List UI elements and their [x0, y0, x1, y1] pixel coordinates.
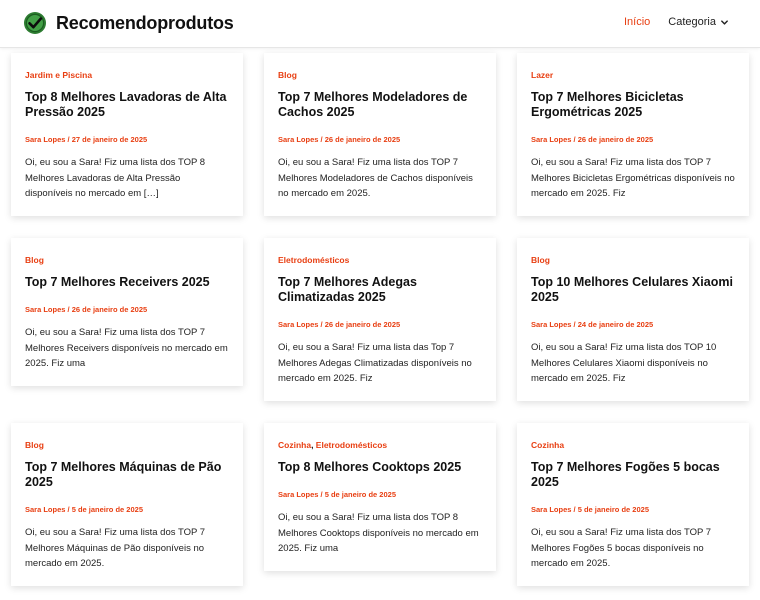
post-author-link[interactable]: Sara Lopes: [531, 135, 572, 144]
post-excerpt: Oi, eu sou a Sara! Fiz uma lista dos TOP 8 Melhores Cooktops disponíveis no mercado em 2025. Fiz uma: [278, 512, 479, 554]
post-excerpt: Oi, eu sou a Sara! Fiz uma lista dos TOP 7 Melhores Modeladores de Cachos disponíveis no mercado em 2025.: [278, 157, 473, 199]
site-header: [0, 0, 760, 48]
post-category-link[interactable]: Cozinha: [531, 440, 565, 450]
post-author-link[interactable]: Sara Lopes: [25, 505, 66, 514]
post-meta: [25, 135, 229, 145]
nav-home-link[interactable]: Início: [624, 16, 651, 28]
post-date: 26 de janeiro de 2025: [324, 320, 401, 329]
post-author-link[interactable]: Sara Lopes: [278, 490, 319, 499]
post-title-link[interactable]: Top 7 Melhores Modeladores de Cachos 2025: [278, 90, 468, 119]
post-categories: [25, 439, 229, 451]
post-categories: [25, 254, 229, 266]
post-categories: [531, 439, 735, 451]
main-nav: [624, 16, 729, 28]
post-date: 27 de janeiro de 2025: [71, 135, 148, 144]
post-title-link[interactable]: Top 7 Melhores Fogões 5 bocas 2025: [531, 460, 720, 489]
post-categories: [278, 254, 482, 266]
post-categories: [531, 254, 735, 266]
post-meta: [531, 505, 735, 515]
post-meta: [278, 320, 482, 330]
post-date: 5 de janeiro de 2025: [577, 505, 649, 514]
post-card: [264, 53, 496, 216]
post-author-link[interactable]: Sara Lopes: [531, 320, 572, 329]
post-author-link[interactable]: Sara Lopes: [25, 135, 66, 144]
post-category-link[interactable]: Eletrodomésticos: [278, 255, 350, 265]
meta-separator: /: [571, 135, 578, 144]
post-date: 24 de janeiro de 2025: [577, 320, 654, 329]
post-card: [11, 53, 243, 216]
post-categories: [531, 69, 735, 81]
post-excerpt: Oi, eu sou a Sara! Fiz uma lista das Top 7 Melhores Adegas Climatizadas disponíveis no mercado em 2025. Fiz: [278, 342, 472, 384]
post-card: [11, 238, 243, 386]
post-author-link[interactable]: Sara Lopes: [25, 305, 66, 314]
post-meta: [278, 490, 482, 500]
posts-grid: [0, 48, 760, 600]
post-card: [517, 53, 749, 216]
nav-category-label[interactable]: Categoria: [668, 16, 716, 28]
post-date: 26 de janeiro de 2025: [71, 305, 148, 314]
post-meta: [25, 305, 229, 315]
post-card: [517, 238, 749, 401]
post-meta: [278, 135, 482, 145]
post-categories: [278, 69, 482, 81]
site-logo-link[interactable]: [23, 11, 234, 35]
post-date: 26 de janeiro de 2025: [324, 135, 401, 144]
check-badge-icon: [23, 11, 47, 35]
post-card: [517, 423, 749, 586]
chevron-down-icon[interactable]: [720, 18, 729, 27]
post-title-link[interactable]: Top 7 Melhores Adegas Climatizadas 2025: [278, 275, 417, 304]
post-date: 5 de janeiro de 2025: [324, 490, 396, 499]
post-category-link[interactable]: Blog: [278, 70, 297, 80]
post-category-link[interactable]: Blog: [25, 255, 44, 265]
meta-separator: /: [65, 135, 72, 144]
post-excerpt: Oi, eu sou a Sara! Fiz uma lista dos TOP 7 Melhores Bicicletas Ergométricas disponíveis no mercado em 2025. Fiz: [531, 157, 735, 199]
post-card: [11, 423, 243, 586]
post-excerpt: Oi, eu sou a Sara! Fiz uma lista dos TOP 7 Melhores Receivers disponíveis no mercado em 2025. Fiz uma: [25, 327, 228, 369]
post-categories: [278, 439, 482, 451]
post-category-link[interactable]: Lazer: [531, 70, 554, 80]
meta-separator: /: [65, 305, 72, 314]
post-title-link[interactable]: Top 8 Melhores Cooktops 2025: [278, 460, 462, 474]
post-excerpt: Oi, eu sou a Sara! Fiz uma lista dos TOP 7 Melhores Máquinas de Pão disponíveis no mercado em 2025.: [25, 527, 206, 569]
post-date: 26 de janeiro de 2025: [577, 135, 654, 144]
post-excerpt: Oi, eu sou a Sara! Fiz uma lista dos TOP 8 Melhores Lavadoras de Alta Pressão disponíveis no mercado em […]: [25, 157, 206, 199]
post-category-link[interactable]: Blog: [531, 255, 550, 265]
post-author-link[interactable]: Sara Lopes: [278, 135, 319, 144]
post-meta: [531, 135, 735, 145]
meta-separator: /: [318, 490, 325, 499]
post-meta: [25, 505, 229, 515]
post-date: 5 de janeiro de 2025: [71, 505, 143, 514]
nav-category-dropdown[interactable]: [668, 16, 729, 28]
post-card: [264, 238, 496, 401]
post-categories: [25, 69, 229, 81]
meta-separator: /: [65, 505, 72, 514]
meta-separator: /: [571, 320, 578, 329]
post-card: [264, 423, 496, 571]
post-meta: [531, 320, 735, 330]
post-category-link[interactable]: Blog: [25, 440, 44, 450]
post-title-link[interactable]: Top 7 Melhores Máquinas de Pão 2025: [25, 460, 222, 489]
post-category-link[interactable]: Eletrodomésticos: [315, 440, 388, 450]
meta-separator: /: [571, 505, 578, 514]
post-title-link[interactable]: Top 10 Melhores Celulares Xiaomi 2025: [531, 275, 733, 304]
post-author-link[interactable]: Sara Lopes: [531, 505, 572, 514]
site-title[interactable]: Recomendoprodutos: [56, 12, 234, 33]
category-separator: ,: [311, 440, 316, 450]
post-excerpt: Oi, eu sou a Sara! Fiz uma lista dos TOP 7 Melhores Fogões 5 bocas disponíveis no mercado em 2025.: [531, 527, 712, 569]
post-category-link[interactable]: Cozinha: [278, 440, 312, 450]
post-title-link[interactable]: Top 7 Melhores Bicicletas Ergométricas 2025: [531, 90, 684, 119]
post-title-link[interactable]: Top 8 Melhores Lavadoras de Alta Pressão 2025: [25, 90, 227, 119]
meta-separator: /: [318, 320, 325, 329]
meta-separator: /: [318, 135, 325, 144]
post-category-link[interactable]: Jardim e Piscina: [25, 70, 93, 80]
post-title-link[interactable]: Top 7 Melhores Receivers 2025: [25, 275, 210, 289]
post-author-link[interactable]: Sara Lopes: [278, 320, 319, 329]
post-excerpt: Oi, eu sou a Sara! Fiz uma lista dos TOP 10 Melhores Celulares Xiaomi disponíveis no mercado em 2025. Fiz: [531, 342, 717, 384]
